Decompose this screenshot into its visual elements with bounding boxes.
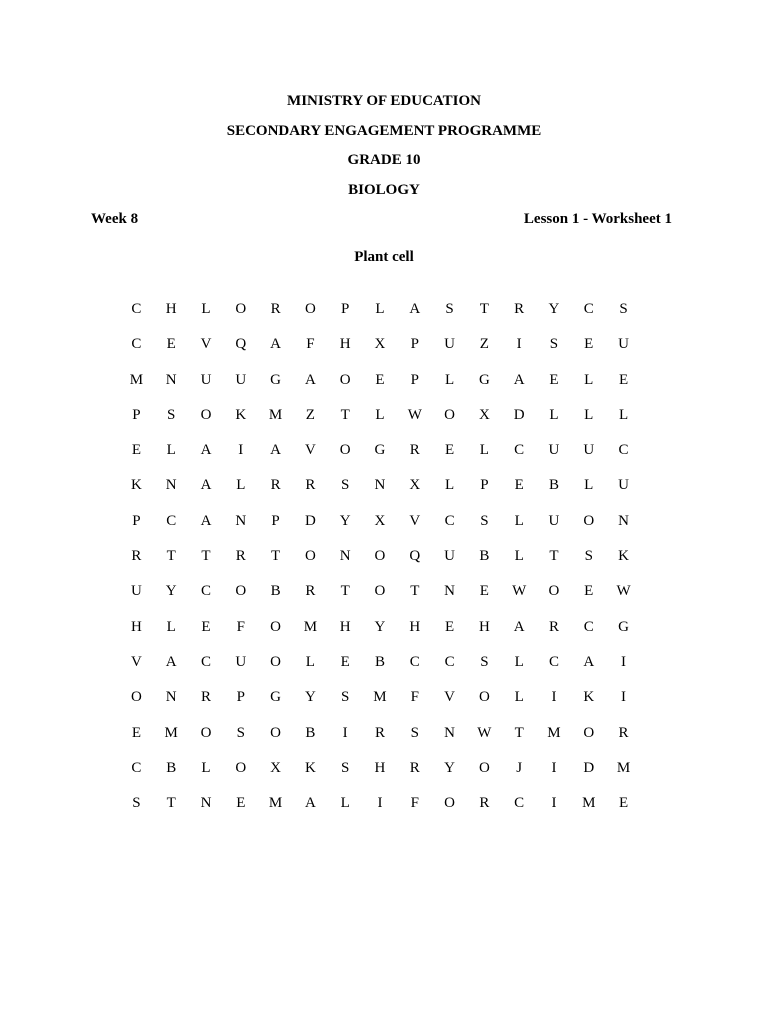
grid-letter: R bbox=[479, 795, 490, 812]
grid-letter: B bbox=[374, 653, 385, 670]
grid-letter: T bbox=[549, 548, 559, 565]
grid-letter: O bbox=[339, 371, 351, 388]
grid-letter: A bbox=[270, 336, 281, 353]
grid-letter: I bbox=[551, 689, 557, 706]
grid-letter: L bbox=[584, 406, 594, 423]
grid-letter: A bbox=[165, 653, 177, 670]
grid-letter: X bbox=[374, 336, 386, 353]
grid-letter: C bbox=[409, 653, 420, 670]
grid-letter: E bbox=[340, 653, 350, 670]
grid-letter: W bbox=[512, 583, 527, 600]
grid-letter: S bbox=[236, 724, 245, 741]
grid-letter: C bbox=[618, 442, 629, 459]
grid-letter: C bbox=[131, 301, 142, 317]
grid-letter: R bbox=[270, 301, 281, 317]
grid-letter: M bbox=[582, 795, 596, 812]
grid-letter: Q bbox=[409, 548, 421, 565]
grid-letter: S bbox=[549, 336, 559, 353]
grid-letter: R bbox=[305, 583, 316, 600]
grid-letter: C bbox=[444, 512, 455, 529]
grid-letter: N bbox=[444, 724, 455, 741]
grid-letter: E bbox=[444, 618, 455, 635]
grid-letter: N bbox=[444, 583, 455, 600]
grid-letter: B bbox=[305, 724, 316, 741]
grid-letter: E bbox=[584, 336, 594, 353]
grid-letter: L bbox=[305, 653, 315, 670]
grid-letter: G bbox=[618, 618, 629, 635]
grid-letter: O bbox=[235, 583, 247, 600]
grid-letter: M bbox=[547, 724, 561, 741]
grid-letter: L bbox=[618, 406, 629, 423]
grid-letter: G bbox=[374, 442, 386, 459]
grid-letter: I bbox=[551, 795, 557, 812]
grid-letter: L bbox=[166, 442, 176, 459]
grid-letter: F bbox=[410, 689, 419, 706]
grid-letter: I bbox=[621, 653, 627, 670]
grid-row bbox=[119, 334, 641, 369]
grid-letter: S bbox=[445, 301, 454, 317]
grid-letter: S bbox=[480, 653, 489, 670]
grid-letter: R bbox=[409, 442, 420, 459]
grid-letter: X bbox=[270, 759, 281, 776]
grid-letter: P bbox=[132, 406, 141, 423]
grid-letter: X bbox=[478, 406, 490, 423]
grid-letter: S bbox=[341, 477, 350, 494]
grid-letter: O bbox=[374, 583, 386, 600]
grid-letter: F bbox=[410, 795, 419, 812]
grid-letter: U bbox=[130, 583, 142, 600]
lesson-label: Lesson 1 - Worksheet 1 bbox=[523, 211, 672, 227]
grid-letter: L bbox=[549, 406, 559, 423]
grid-letter: O bbox=[270, 653, 281, 670]
grid-letter: W bbox=[477, 724, 492, 741]
grid-letter: J bbox=[516, 759, 523, 776]
grid-letter: L bbox=[201, 301, 211, 317]
grid-letter: P bbox=[480, 477, 489, 494]
grid-letter: U bbox=[235, 653, 247, 670]
grid-letter: N bbox=[374, 477, 386, 494]
grid-letter: E bbox=[584, 583, 594, 600]
grid-letter: K bbox=[235, 406, 247, 423]
grid-letter: I bbox=[516, 336, 522, 353]
grid-letter: P bbox=[271, 512, 280, 529]
grid-letter: C bbox=[166, 512, 177, 529]
grid-letter: T bbox=[271, 548, 281, 565]
grid-letter: T bbox=[340, 406, 350, 423]
subject-heading: BIOLOGY bbox=[348, 182, 420, 198]
grid-letter: M bbox=[268, 406, 283, 423]
grid-letter: U bbox=[548, 512, 560, 529]
grid-letter: I bbox=[621, 689, 627, 706]
grid-letter: N bbox=[165, 477, 177, 494]
grid-letter: D bbox=[513, 406, 525, 423]
grid-letter: M bbox=[164, 724, 178, 741]
grid-letter: P bbox=[236, 689, 245, 706]
topic-title: Plant cell bbox=[354, 249, 414, 265]
grid-letter: O bbox=[444, 406, 455, 423]
grid-letter: E bbox=[444, 442, 455, 459]
grid-letter: L bbox=[514, 653, 524, 670]
grid-letter: L bbox=[514, 512, 524, 529]
grid-letter: V bbox=[130, 653, 142, 670]
grid-letter: O bbox=[130, 689, 142, 706]
grid-letter: S bbox=[584, 548, 593, 565]
grid-letter: O bbox=[583, 724, 595, 741]
grid-row bbox=[119, 546, 641, 581]
grid-letter: H bbox=[478, 618, 490, 635]
grid-letter: E bbox=[131, 442, 141, 459]
grid-letter: P bbox=[132, 512, 141, 529]
grid-row bbox=[119, 617, 641, 652]
grid-letter: S bbox=[341, 689, 350, 706]
grid-letter: O bbox=[270, 618, 281, 635]
ministry-heading: MINISTRY OF EDUCATION bbox=[287, 93, 481, 109]
grid-letter: Y bbox=[374, 618, 386, 635]
grid-row bbox=[119, 405, 641, 440]
grid-letter: S bbox=[167, 406, 176, 423]
grid-letter: H bbox=[165, 301, 177, 317]
grid-letter: E bbox=[166, 336, 176, 353]
grid-letter: E bbox=[514, 477, 524, 494]
grid-row bbox=[119, 475, 641, 510]
grid-row bbox=[119, 511, 641, 546]
grid-letter: U bbox=[618, 336, 629, 353]
grid-letter: C bbox=[548, 653, 559, 670]
grid-letter: S bbox=[480, 512, 489, 529]
grid-letter: V bbox=[409, 512, 421, 529]
grid-letter: Y bbox=[165, 583, 177, 600]
grid-letter: L bbox=[479, 442, 489, 459]
grid-letter: A bbox=[513, 618, 525, 635]
programme-heading: SECONDARY ENGAGEMENT PROGRAMME bbox=[226, 123, 542, 139]
grid-letter: S bbox=[132, 795, 141, 812]
grid-row bbox=[119, 299, 641, 334]
grid-letter: D bbox=[304, 512, 316, 529]
grid-letter: R bbox=[374, 724, 385, 741]
grid-letter: L bbox=[444, 477, 455, 494]
grid-letter: U bbox=[444, 548, 455, 565]
word-search-grid bbox=[119, 299, 641, 828]
grid-letter: T bbox=[340, 583, 350, 600]
grid-letter: U bbox=[235, 371, 247, 388]
grid-letter: Y bbox=[444, 759, 455, 776]
grid-letter: E bbox=[618, 371, 629, 388]
grid-letter: E bbox=[618, 795, 629, 812]
grid-letter: A bbox=[200, 477, 212, 494]
grid-letter: S bbox=[341, 759, 350, 776]
grid-letter: A bbox=[270, 442, 281, 459]
grid-letter: A bbox=[583, 653, 595, 670]
grid-letter: T bbox=[166, 795, 176, 812]
grid-letter: C bbox=[131, 336, 142, 353]
grid-letter: T bbox=[410, 583, 420, 600]
grid-letter: O bbox=[444, 795, 455, 812]
grid-letter: W bbox=[407, 406, 422, 423]
grid-letter: Y bbox=[339, 512, 351, 529]
grid-letter: C bbox=[444, 653, 455, 670]
grid-letter: A bbox=[200, 512, 212, 529]
grid-letter: N bbox=[200, 795, 212, 812]
grid-letter: B bbox=[270, 583, 281, 600]
grid-letter: C bbox=[583, 618, 594, 635]
grid-letter: R bbox=[305, 477, 316, 494]
grid-letter: Y bbox=[548, 301, 560, 317]
grid-letter: M bbox=[373, 689, 387, 706]
grid-letter: D bbox=[583, 759, 595, 776]
grid-letter: A bbox=[304, 795, 316, 812]
grid-letter: A bbox=[200, 442, 212, 459]
grid-row bbox=[119, 687, 641, 722]
grid-letter: L bbox=[375, 301, 385, 317]
grid-letter: E bbox=[375, 371, 385, 388]
grid-letter: I bbox=[342, 724, 348, 741]
grid-letter: H bbox=[130, 618, 142, 635]
grid-letter: P bbox=[410, 336, 419, 353]
grid-letter: U bbox=[618, 477, 629, 494]
grid-letter: L bbox=[166, 618, 176, 635]
grid-letter: A bbox=[409, 301, 421, 317]
grid-row bbox=[119, 440, 641, 475]
grid-letter: B bbox=[479, 548, 490, 565]
grid-letter: X bbox=[409, 477, 421, 494]
grid-letter: C bbox=[200, 653, 211, 670]
grid-letter: L bbox=[236, 477, 246, 494]
grid-letter: X bbox=[374, 512, 386, 529]
grid-letter: T bbox=[201, 548, 211, 565]
grid-letter: V bbox=[304, 442, 316, 459]
grid-letter: I bbox=[551, 759, 557, 776]
grid-letter: E bbox=[201, 618, 211, 635]
grid-letter: T bbox=[514, 724, 524, 741]
grid-letter: K bbox=[618, 548, 629, 565]
grid-letter: L bbox=[444, 371, 455, 388]
grid-letter: S bbox=[410, 724, 419, 741]
grid-letter: N bbox=[165, 371, 177, 388]
grid-letter: B bbox=[166, 759, 177, 776]
grid-letter: O bbox=[583, 512, 595, 529]
grid-letter: C bbox=[131, 759, 142, 776]
grid-letter: L bbox=[514, 548, 524, 565]
grid-letter: T bbox=[166, 548, 176, 565]
grid-letter: L bbox=[375, 406, 385, 423]
grid-letter: V bbox=[200, 336, 212, 353]
grid-row bbox=[119, 793, 641, 828]
grid-letter: L bbox=[584, 371, 594, 388]
week-label: Week 8 bbox=[91, 211, 139, 227]
grid-letter: M bbox=[268, 795, 283, 812]
grid-letter: N bbox=[618, 512, 629, 529]
grid-letter: O bbox=[478, 759, 490, 776]
grid-letter: K bbox=[304, 759, 316, 776]
grid-letter: O bbox=[200, 724, 212, 741]
grid-letter: U bbox=[444, 336, 455, 353]
grid-row bbox=[119, 581, 641, 616]
grid-letter: E bbox=[549, 371, 559, 388]
grid-letter: W bbox=[616, 583, 631, 600]
grid-letter: N bbox=[339, 548, 351, 565]
grid-letter: O bbox=[548, 583, 560, 600]
grid-letter: O bbox=[200, 406, 212, 423]
grid-letter: F bbox=[306, 336, 315, 353]
grid-letter: P bbox=[410, 371, 419, 388]
grid-letter: A bbox=[304, 371, 316, 388]
grid-letter: R bbox=[514, 301, 525, 317]
grid-letter: Z bbox=[305, 406, 315, 423]
grid-letter: I bbox=[238, 442, 244, 459]
grid-letter: L bbox=[340, 795, 350, 812]
grid-letter: S bbox=[619, 301, 628, 317]
grid-letter: O bbox=[304, 301, 316, 317]
grid-letter: H bbox=[339, 618, 351, 635]
grid-letter: H bbox=[374, 759, 386, 776]
grid-letter: L bbox=[514, 689, 524, 706]
grid-row bbox=[119, 652, 641, 687]
grid-letter: R bbox=[200, 689, 211, 706]
grid-letter: T bbox=[479, 301, 489, 317]
grid-letter: L bbox=[584, 477, 594, 494]
grid-letter: R bbox=[270, 477, 281, 494]
grade-heading: GRADE 10 bbox=[347, 152, 421, 168]
grid-letter: Q bbox=[235, 336, 247, 353]
grid-letter: V bbox=[444, 689, 455, 706]
grid-letter: R bbox=[235, 548, 246, 565]
grid-letter: R bbox=[618, 724, 629, 741]
grid-letter: M bbox=[303, 618, 318, 635]
grid-letter: C bbox=[583, 301, 594, 317]
grid-letter: O bbox=[478, 689, 490, 706]
grid-letter: M bbox=[616, 759, 631, 776]
grid-letter: E bbox=[236, 795, 246, 812]
grid-letter: M bbox=[129, 371, 144, 388]
grid-row bbox=[119, 723, 641, 758]
grid-letter: E bbox=[479, 583, 489, 600]
grid-letter: N bbox=[235, 512, 247, 529]
grid-row bbox=[119, 758, 641, 793]
grid-letter: G bbox=[478, 371, 490, 388]
grid-letter: O bbox=[304, 548, 316, 565]
grid-letter: Z bbox=[479, 336, 489, 353]
grid-letter: O bbox=[270, 724, 281, 741]
grid-letter: H bbox=[409, 618, 421, 635]
grid-letter: E bbox=[131, 724, 141, 741]
grid-letter: A bbox=[513, 371, 525, 388]
grid-letter: Y bbox=[304, 689, 316, 706]
grid-letter: I bbox=[377, 795, 383, 812]
grid-letter: G bbox=[270, 371, 281, 388]
grid-letter: G bbox=[270, 689, 281, 706]
grid-letter: K bbox=[583, 689, 595, 706]
grid-letter: U bbox=[583, 442, 595, 459]
grid-letter: U bbox=[548, 442, 560, 459]
grid-letter: C bbox=[514, 795, 525, 812]
grid-letter: C bbox=[514, 442, 525, 459]
grid-letter: C bbox=[200, 583, 211, 600]
grid-letter: O bbox=[235, 759, 247, 776]
grid-letter: P bbox=[341, 301, 350, 317]
grid-letter: O bbox=[339, 442, 351, 459]
grid-letter: O bbox=[235, 301, 247, 317]
grid-letter: L bbox=[201, 759, 211, 776]
grid-letter: B bbox=[548, 477, 559, 494]
grid-letter: O bbox=[374, 548, 386, 565]
grid-row bbox=[119, 370, 641, 405]
grid-letter: N bbox=[165, 689, 177, 706]
grid-letter: K bbox=[130, 477, 142, 494]
grid-letter: U bbox=[200, 371, 212, 388]
grid-letter: R bbox=[131, 548, 142, 565]
grid-letter: H bbox=[339, 336, 351, 353]
grid-letter: R bbox=[409, 759, 420, 776]
grid-letter: F bbox=[236, 618, 245, 635]
grid-letter: R bbox=[548, 618, 559, 635]
